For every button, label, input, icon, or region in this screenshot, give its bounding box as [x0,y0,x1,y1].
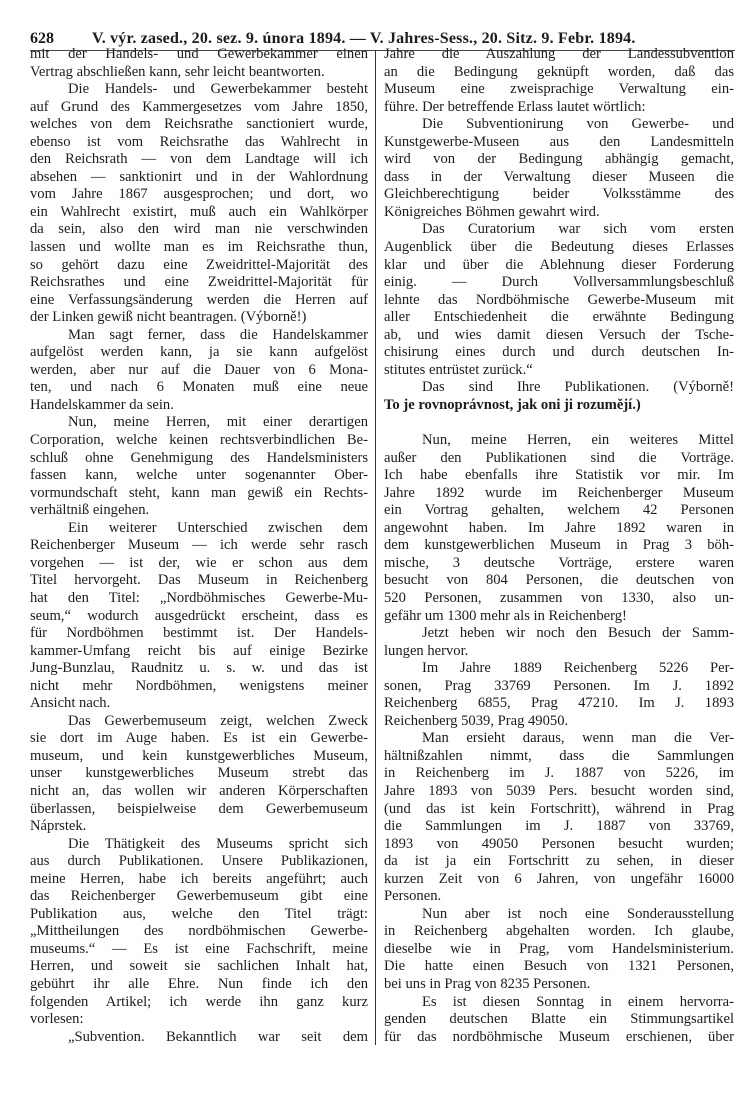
paragraph [384,906,734,994]
text-line: Nun, meine Herren, ein weiteres Mittel [422,432,734,449]
text-line: kurzen Zeit von 6 Jahren, von ungefähr 16000 [384,870,734,887]
text-line: Reichenberger Museum — ich werde sehr rasch [30,537,368,554]
text-line: lassen und wollte man es im Reichsrathe thun, [30,239,368,256]
text-line: Herren, und soweit sie sachlichen Inhalt hat, [30,958,368,975]
text-line: in Reichenberg im J. 1887 von 5226, im [384,765,734,782]
text-line: verhältniß eingehen. [30,502,150,519]
text-line: Im Jahre 1889 Reichenberg 5226 Per- [422,660,734,677]
paragraph [384,994,734,1047]
text-line: Die Handels- und Gewerbekammer besteht [68,81,368,98]
text-line: meine Herren, habe ich bereits angeführt; auch [30,870,368,887]
text-line: Das sind Ihre Publikationen. (Výborně! [422,379,734,396]
text-line: mit der Handels- und Gewerbekammer einen [30,46,368,62]
text-line: Jahre 1892 wurde im Reichenberger Museum [384,484,734,501]
text-line: welches von dem Reichsrathe sanctioniert wurde, [30,116,368,133]
text-line: auf Grund des Kammergesetzes vom Jahre 1850, [30,98,368,115]
paragraph [30,1029,368,1047]
paragraph [30,414,368,519]
text-line: To je rovnoprávnost, jak oni ji rozumějí.) [384,396,641,413]
text-line: Publikation aus, welche den Titel trägt: [30,905,368,922]
text-line: Die Subventionirung von Gewerbe- und [422,116,734,133]
text-line: schluß ohne Genehmigung des Handelsministers [30,449,368,466]
text-line: aus durch Publikationen. Unsere Publikazionen, [30,853,368,870]
text-line: Jahre die Auszahlung der Landessubvention [384,46,734,62]
text-line: fassen kann, welche unter sogenannter Ober- [30,467,368,484]
text-line: ebenso ist vom Reichsrathe das Wahlrecht in [30,133,368,150]
text-line: Vertrag abschließen kann, sehr leicht beantworten. [30,63,325,80]
text-line: da sein, also den wird man nie verschwinden [30,221,368,238]
text-line: Gleichberechtigung beider Volksstämme des [384,186,734,203]
text-line: (und das ist kein Fortschritt), während in Prag [384,800,734,817]
paragraph [384,379,734,414]
paragraph [384,116,734,221]
paragraph [30,327,368,415]
text-line: Náprstek. [30,818,87,835]
text-line: für Nordböhmen bestimmt ist. Der Handels- [30,625,368,642]
text-line: „Mittheilungen des nordböhmischen Gewerbe- [30,923,368,940]
text-line: das Reichenberger Gewerbemuseum gibt eine [30,888,368,905]
text-line: Die hatte einen Besuch von 1321 Personen, [384,958,734,975]
text-line: Ich habe ebenfalls ihre Statistik vor mir. Im [384,467,734,484]
text-line: vorgehen — ist der, wie er schon aus dem [30,554,368,571]
text-line: chisirung eines durch und durch deutschen In- [384,344,734,361]
text-line: gebührt ihr alle Ehre. Nun finde ich den [30,975,368,992]
text-line: Das Curatorium war sich vom ersten [422,221,734,238]
text-line: genden deutschen Blatte ein Stimmungsartikel [384,1011,734,1028]
column-divider [375,50,376,1045]
text-line: „Subvention. Bekanntlich war seit dem [68,1028,368,1045]
text-line: werden, aber nur auf die Dauer von 6 Mona- [30,361,368,378]
text-line: museums.“ — Es ist eine Fachschrift, meine [30,940,368,957]
right-column [384,46,734,1046]
text-line: angewohnt haben. Im Jahre 1892 waren in [384,519,734,536]
text-line: folgenden Artikel; ich werde ihn ganz kurz [30,993,368,1010]
text-line: die Sammlungen im J. 1887 von 33769, [384,818,734,835]
text-line: 1893 von 49050 Personen besucht wurden; [384,835,734,852]
paragraph [384,221,734,379]
text-line: hat den Titel: „Nordböhmisches Gewerbe-Mu- [30,589,368,606]
paragraph-gap [384,414,734,432]
paragraph [30,520,368,713]
text-line: Reichsrathes und eine Zweidrittel-Majorität für [30,274,368,291]
left-column [30,46,368,1046]
text-line: Ansicht nach. [30,695,111,712]
text-line: Nun aber ist noch eine Sonderausstellung [422,905,734,922]
text-line: ein Vortrag gehalten, welchem 42 Personen [384,502,734,519]
text-line: Augenblick über die Bedeutung dieses Erlasses [384,239,734,256]
text-line: einig. — Durch Vollversammlungsbeschluß [384,274,734,291]
text-line: eine Verfassungsänderung werden die Herren auf [30,291,368,308]
text-line: kammer-Umfang reicht bis auf einige Bezirke [30,642,368,659]
text-line: hältnißzahlen nimmt, dass die Sammlungen [384,747,734,764]
text-line: Jung-Bunzlau, Raudnitz u. s. w. und das ist [30,660,368,677]
paragraph [30,46,368,81]
text-line: klar und über die Ablehnung dieser Forderung [384,256,734,273]
text-line: an die Bedingung geknüpft worden, daß das [384,63,734,80]
paragraph [30,836,368,1029]
text-line: Kunstgewerbe-Museen aus den Landesmitteln [384,133,734,150]
text-line: aufgelöst werden kann, ja sie kann aufgelöst [30,344,368,361]
paragraph [384,660,734,730]
paragraph [30,81,368,327]
text-line: Reichenberg 5039, Prag 49050. [384,712,569,729]
text-line: Nun, meine Herren, mit einer derartigen [68,414,368,431]
text-line: stitutes entrüstet zurück.“ [384,361,533,378]
text-line: dass in der Verwaltung dieser Museen die [384,168,734,185]
text-line: aller Entschiedenheit die erwähnte Bedingung [384,309,734,326]
text-line: dieselbe wie in Prag, vom Handelsministerium. [384,940,734,957]
text-line: Jahre 1893 von 5039 Pers. besucht worden sind, [384,782,734,799]
text-line: mische, 3 deutsche Vorträge, erstere waren [384,554,734,571]
text-line: vom Jahre 1867 ausgesprochen; und dort, wo [30,186,368,203]
text-line: den Reichsrath — von dem Landtage will ich [30,151,368,168]
text-line: Die Thätigkeit des Museums spricht sich [68,835,368,852]
text-line: Man ersieht daraus, wenn man die Ver- [422,730,734,747]
text-line: absehen — sanktionirt und in der Wahlordnung [30,168,368,185]
text-line: sonen, Prag 33769 Personen. Im J. 1892 [384,677,734,694]
paragraph [30,713,368,836]
text-line: lungen hervor. [384,642,469,659]
text-line: dem kunstgewerblichen Museum in Prag 3 böh- [384,537,734,554]
text-line: Handelskammer da sein. [30,396,174,413]
text-line: seum,“ wodurch ausgedrückt erscheint, dass es [30,607,368,624]
text-line: bei uns in Prag von 8235 Personen. [384,975,591,992]
text-line: gefähr um 1300 mehr als in Reichenberg! [384,607,627,624]
text-line: Jetzt heben wir noch den Besuch der Samm- [422,625,734,642]
text-line: Man sagt ferner, dass die Handelskammer [68,326,368,343]
text-line: führe. Der betreffende Erlass lautet wörtlich: [384,98,646,115]
text-line: Es ist diesen Sonntag in einem hervorra- [422,993,734,1010]
text-line: Corporation, welche keinen rechtsverbindlichen Be- [30,432,368,449]
text-line: Ein weiterer Unterschied zwischen dem [68,519,368,536]
text-line: ab, und wies damit diesen Versuch der Tsche- [384,326,734,343]
text-line: besucht von 804 Personen, die deutschen von [384,572,734,589]
text-line: Titel hervorgeht. Das Museum in Reichenberg [30,572,368,589]
text-line: ein Wahlrecht existirt, muß auch ein Wahlkörper [30,203,368,220]
text-line: so gehört dazu eine Zweidrittel-Majorität des [30,256,368,273]
paragraph [384,432,734,625]
text-line: überlassen, beispielweise dem Gewerbemuseum [30,800,368,817]
text-line: der Linken gewiß nicht beantragen. (Výborně!) [30,309,307,326]
text-line: Personen. [384,888,442,905]
text-line: museum, und kein kunstgewerbliches Museum, [30,747,368,764]
text-line: 520 Personen, zusammen von 1330, also un- [384,589,734,606]
text-line: Museum eine zweisprachige Verwaltung ein- [384,81,734,98]
text-line: unser kunstgewerbliches Museum strebt das [30,765,368,782]
text-line: wird von der Bedingung abhängig gemacht, [384,151,734,168]
text-line: da ist ja ein Fortschritt zu sehen, in dieser [384,853,734,870]
text-line: für das nordböhmische Museum erschienen, über [384,1028,734,1045]
text-line: sie dort im Auge haben. Es ist ein Gewerbe- [30,730,368,747]
paragraph [384,46,734,116]
page-number: 628 [30,30,54,47]
text-line: vormundschaft steht, kann man gewiß ein Rechts- [30,484,368,501]
text-line: Reichenberg 6855, Prag 47210. Im J. 1893 [384,695,734,712]
text-line: in Reichenberg abgehalten worden. Ich glaube, [384,923,734,940]
text-line: nicht mehr Nordböhmen, wenigstens meiner [30,677,368,694]
text-line: lehnte das Nordböhmische Gewerbe-Museum mit [384,291,734,308]
running-head: V. výr. zased., 20. sez. 9. února 1894. — V. Jahres-Sess., 20. Sitz. 9. Febr. 1894. [92,30,636,47]
paragraph [384,730,734,905]
text-line: nicht an, das wollen wir anderen Körperschaften [30,782,368,799]
text-line: Königreiches Böhmen gewahrt wird. [384,203,600,220]
paragraph [384,625,734,660]
text-line: ten, und nach 6 Monaten muß eine neue [30,379,368,396]
text-line: vorlesen: [30,1011,84,1028]
text-line: außer den Publikationen sind die Vorträge. [384,449,734,466]
text-line: Das Gewerbemuseum zeigt, welchen Zweck [68,712,368,729]
